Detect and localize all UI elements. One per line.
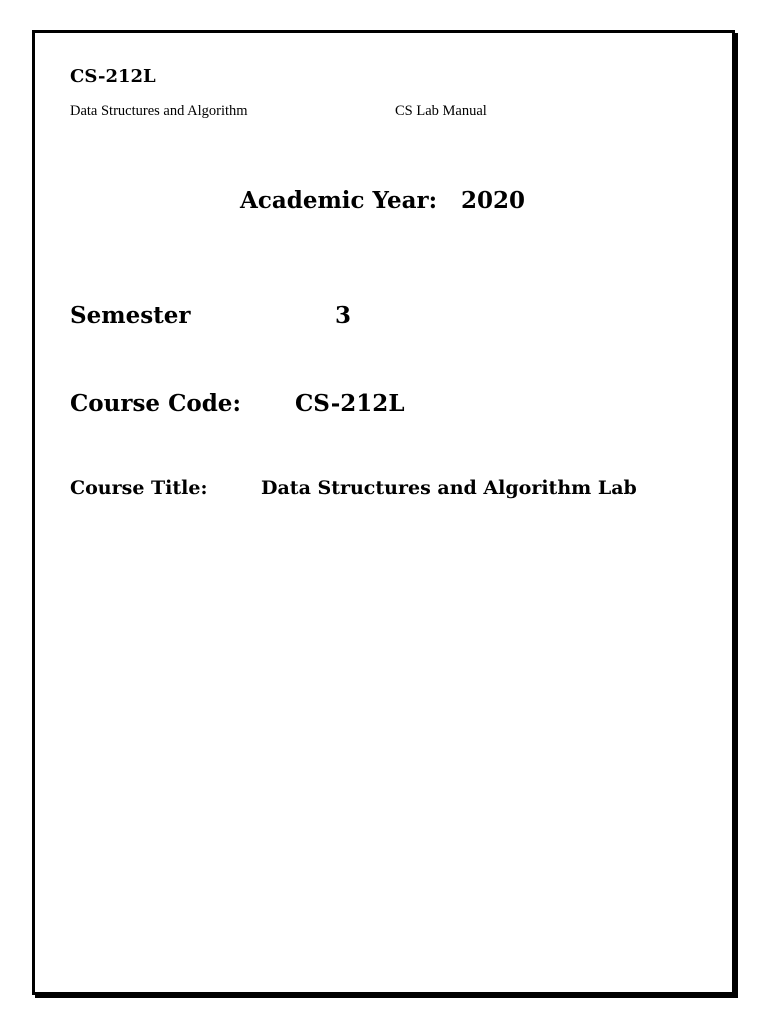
course-code-label: Course Code: — [70, 390, 241, 417]
course-title-label: Course Title: — [70, 477, 208, 499]
academic-year-value: 2020 — [461, 187, 526, 214]
semester-value: 3 — [335, 302, 352, 329]
header-subtitle-course: Data Structures and Algorithm — [70, 103, 248, 119]
page-border — [32, 30, 735, 995]
academic-year-label: Academic Year: — [240, 187, 438, 214]
semester-label: Semester — [70, 302, 191, 329]
course-title-value: Data Structures and Algorithm Lab — [261, 477, 637, 499]
header-course-code: CS-212L — [70, 66, 156, 87]
course-code-value: CS-212L — [295, 390, 405, 417]
header-subtitle-manual: CS Lab Manual — [395, 103, 487, 119]
